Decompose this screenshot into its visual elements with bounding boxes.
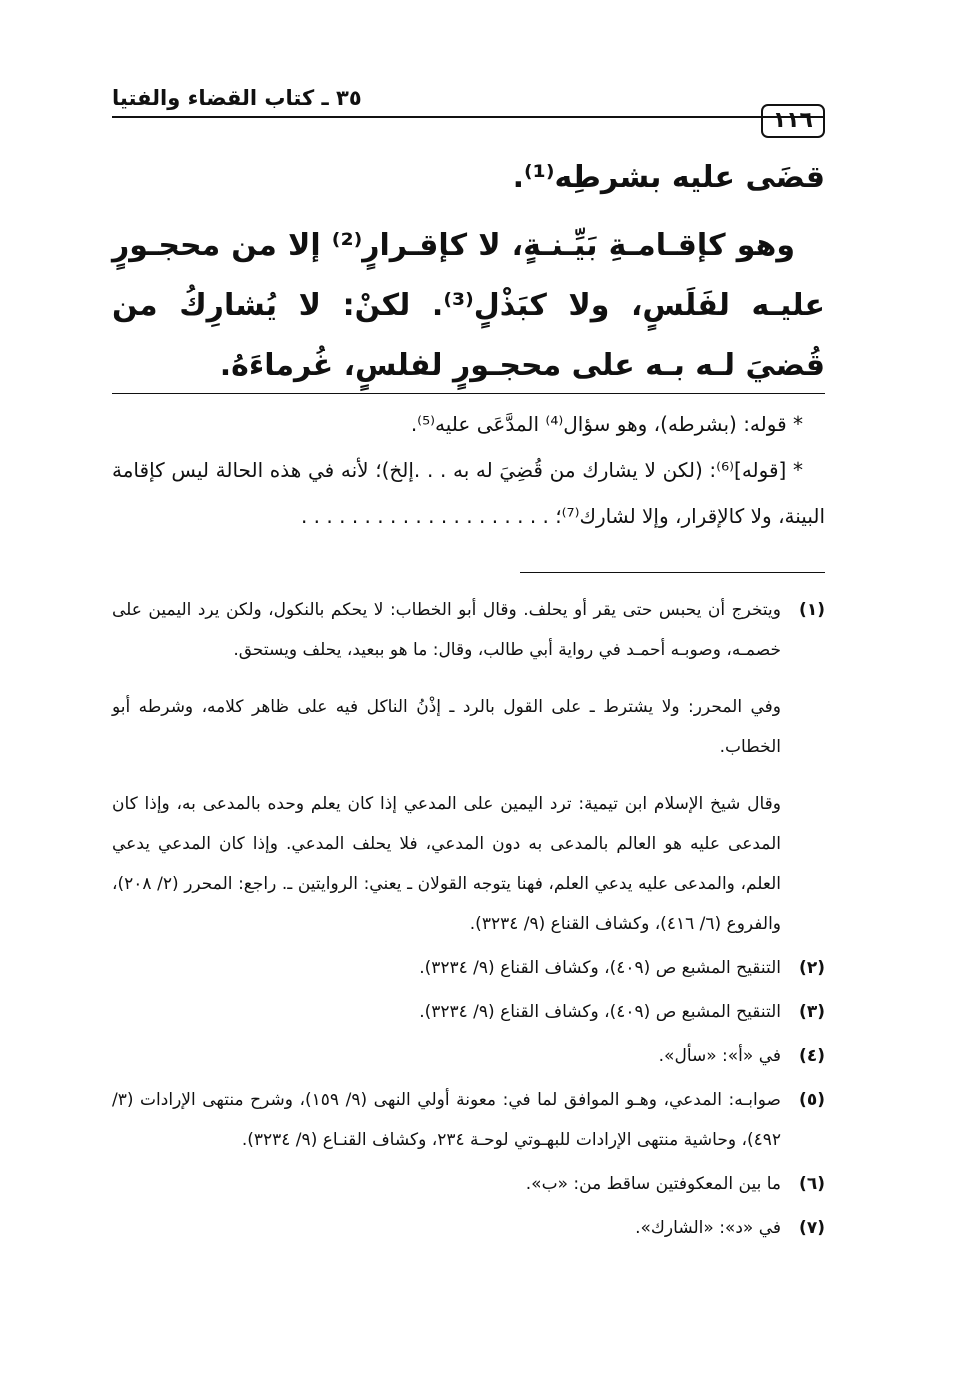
header-divider [112, 116, 825, 118]
footnote-4 [112, 1036, 825, 1076]
footnote-text: ويتخرج أن يحبس حتى يقر أو يحلف. وقال أبو الخطاب: لا يحكم بالنكول، ولكن يرد اليمين على خصمـه، وصوبـه أحمـد في رواية أبي طالب، وقال: ما هو ببعيد، يحلف ويستحق. [112, 600, 781, 660]
footnotes [112, 590, 825, 1252]
footnote-7 [112, 1208, 825, 1248]
footnote-text: التنقيح المشبع ص (٤٠٩)، وكشاف القناع (٩/ ٣٢٣٤). [419, 958, 781, 978]
footnote-text: صوابـه: المدعي، وهـو الموافق لما في: معونة أولي النهى (٩/ ١٥٩)، وشرح منتهى الإرادات (٣/ ٤٩٢)، وحاشية منتهى الإرادات للبهـوتي لوحـة ٢٣٤، وكشاف القنـاع (٩/ ٣٢٣٤). [112, 1090, 781, 1150]
commentary-paragraph-1: * قوله: (بشرطه)، وهو سؤال⁽⁴⁾ المدَّعَى عليه⁽⁵⁾. [410, 412, 803, 436]
page-number: ١١٦ [761, 104, 825, 138]
running-title: ٣٥ ـ كتاب القضاء والفتيا [112, 86, 362, 110]
footnote-number: (١) [799, 600, 825, 620]
main-text-paragraph-2: وهو كإقـامـةِ بَيِّـنـةٍ، لا كإقـرارٍ⁽²⁾ إلا من محجـورٍ عليـه لفَلَسٍ، ولا كبَذْلٍ⁽³⁾. لكنْ: لا يُشارِكُ من قُضيَ لـه بـه على محجـورٍ لفلسٍ، غُرماءَهُ. [112, 228, 825, 383]
footnote-1-continuation: وفي المحرر: ولا يشترط ـ على القول بالرد ـ إذْنُ الناكل فيه على ظاهر كلامه، وشرطه أبو الخطاب. [112, 697, 781, 757]
footnote-text: في «د»: «الشارك». [635, 1218, 781, 1238]
footnote-number: (٤) [799, 1046, 825, 1066]
footnote-text: ما بين المعكوفتين ساقط من: «ب». [525, 1174, 781, 1194]
page-header [112, 78, 825, 140]
footnote-1 [112, 590, 825, 670]
footnote-3 [112, 992, 825, 1032]
footnote-number: (٧) [799, 1218, 825, 1238]
main-text [112, 148, 825, 396]
footnote-2 [112, 948, 825, 988]
footnote-number: (٥) [799, 1090, 825, 1110]
commentary-paragraph-2: * [قوله]⁽⁶⁾: (لكن لا يشارك من قُضِيَ له به . . .إلخ)؛ لأنه في هذه الحالة ليس كإقامة البينة، ولا كالإقرار، وإلا لشارك⁽⁷⁾؛ . . . . . . . . . . . . . . . . . . . . [112, 458, 825, 528]
commentary [112, 401, 825, 539]
footnote-text: التنقيح المشبع ص (٤٠٩)، وكشاف القناع (٩/ ٣٢٣٤). [419, 1002, 781, 1022]
footnote-text: في «أ»: «سأل». [658, 1046, 781, 1066]
main-text-line-1: قضَى عليه بشرطِه⁽¹⁾. [512, 160, 825, 195]
footnote-number: (٣) [799, 1002, 825, 1022]
footnote-number: (٦) [799, 1174, 825, 1194]
main-text-divider [112, 393, 825, 394]
footnotes-divider [520, 572, 825, 573]
footnote-1-continuation: وقال شيخ الإسلام ابن تيمية: ترد اليمين على المدعي إذا كان يعلم وحده بالمدعى به، وإذا كان المدعى عليه هو العالم بالمدعى به دون المدعي، فلا يحلف المدعي. وإذا كان المدعي يدعي العلم، والمدعى عليه يدعي العلم، فهنا يتوجه القولان ـ يعني: الروايتين ـ. راجع: المحرر (٢/ ٢٠٨)، والفروع (٦/ ٤١٦)، وكشاف القناع (٩/ ٣٢٣٤). [112, 794, 781, 934]
footnote-number: (٢) [799, 958, 825, 978]
footnote-6 [112, 1164, 825, 1204]
footnote-5 [112, 1080, 825, 1160]
